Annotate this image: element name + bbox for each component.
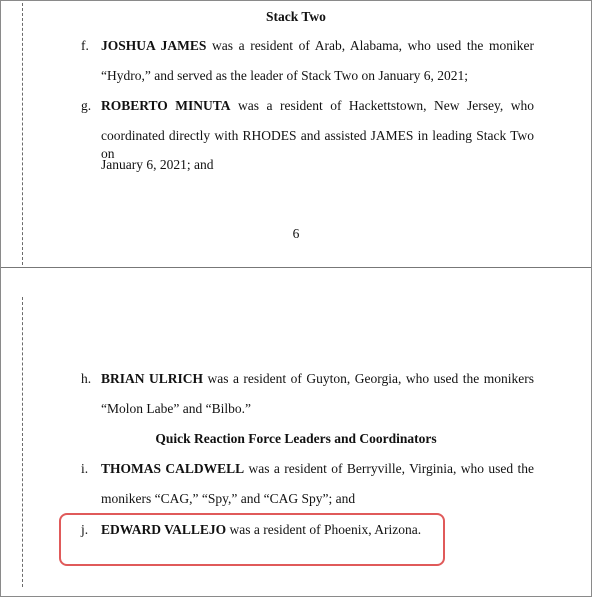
section-heading-qrf: Quick Reaction Force Leaders and Coordinators <box>155 431 437 446</box>
item-letter-h: h. <box>81 371 92 386</box>
document-page-6 <box>1 1 591 267</box>
item-j-line-1 <box>101 521 421 539</box>
item-text: was a resident of Berryville, Virginia, who used the <box>244 461 534 476</box>
person-name: ROBERTO MINUTA <box>101 98 231 113</box>
item-letter-f: f. <box>81 38 89 53</box>
item-letter-g: g. <box>81 98 92 113</box>
page-break <box>1 267 591 289</box>
item-g-line-1 <box>101 97 534 115</box>
item-letter-i: i. <box>81 461 89 476</box>
item-f-line-1 <box>101 37 534 55</box>
item-g-line-2: coordinated directly with RHODES and assisted JAMES in leading Stack Two on <box>101 128 534 161</box>
item-text: was a resident of Phoenix, Arizona. <box>226 522 422 537</box>
item-letter-j: j. <box>81 522 89 537</box>
item-h-line-2: “Molon Labe” and “Bilbo.” <box>101 401 251 416</box>
item-g-line-3: January 6, 2021; and <box>101 157 214 172</box>
document-page-7 <box>1 287 591 596</box>
item-text: was a resident of Guyton, Georgia, who used the monikers <box>203 371 534 386</box>
item-text: was a resident of Arab, Alabama, who used the moniker <box>206 38 534 53</box>
item-i-line-1 <box>101 460 534 478</box>
item-f-line-2: “Hydro,” and served as the leader of Stack Two on January 6, 2021; <box>101 68 468 83</box>
person-name: JOSHUA JAMES <box>101 38 207 53</box>
item-text: was a resident of Hackettstown, New Jersey, who <box>230 98 534 113</box>
page-number: 6 <box>292 226 300 241</box>
section-heading-stack-two: Stack Two <box>266 9 326 24</box>
item-h-line-1 <box>101 370 534 388</box>
person-name: THOMAS CALDWELL <box>101 461 245 476</box>
person-name: BRIAN ULRICH <box>101 371 203 386</box>
person-name: EDWARD VALLEJO <box>101 522 227 537</box>
item-i-line-2: monikers “CAG,” “Spy,” and “CAG Spy”; and <box>101 491 356 506</box>
